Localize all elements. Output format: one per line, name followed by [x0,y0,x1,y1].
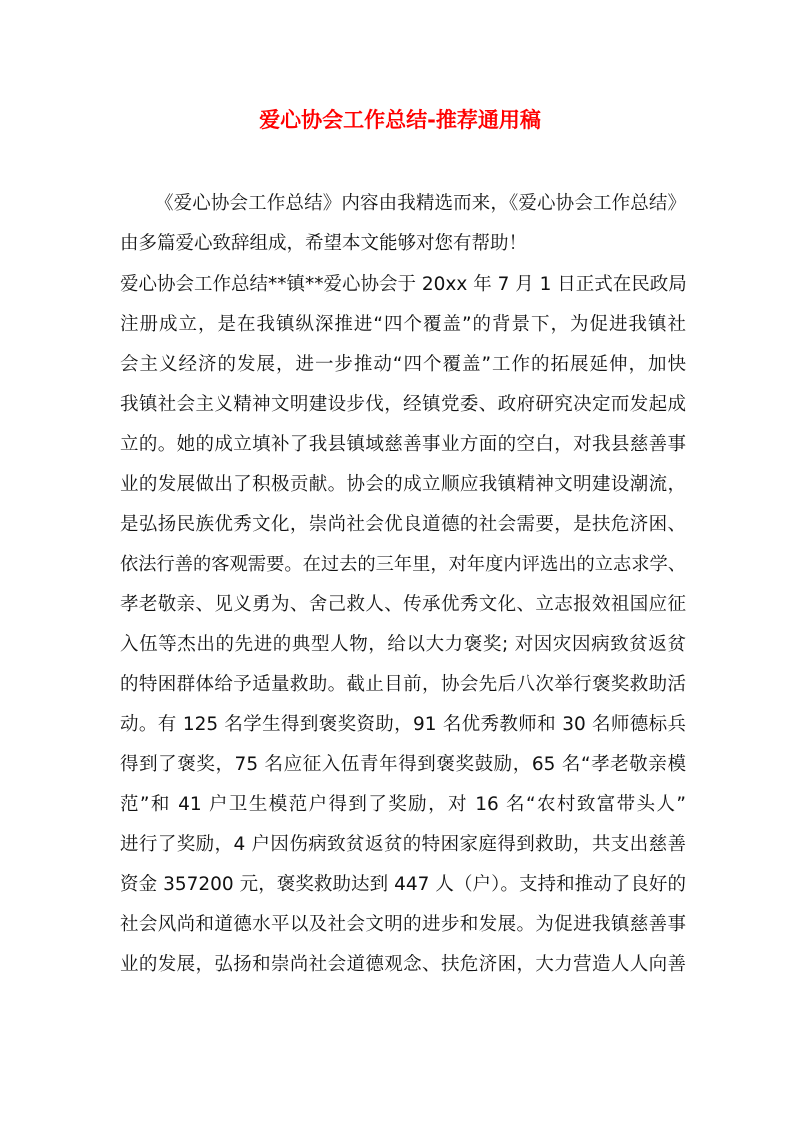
body-line: 孝老敬亲、见义勇为、舍己救人、传承优秀文化、立志报效祖国应征 [120,594,686,615]
body-line: 业的发展做出了积极贡献。协会的成立顺应我镇精神文明建设潮流， [120,474,686,495]
body-line: 立的。她的成立填补了我县镇域慈善事业方面的空白，对我县慈善事 [120,434,686,455]
body-line: 爱心协会工作总结**镇**爱心协会于 20xx 年 7 月 1 日正式在民政局 [120,274,687,295]
body-line: 进行了奖励，4 户因伤病致贫返贫的特困家庭得到救助，共支出慈善 [120,834,686,855]
document-title: 爱心协会工作总结-推荐通用稿 [259,108,541,132]
intro-line: 由多篇爱心致辞组成，希望本文能够对您有帮助！ [120,233,528,254]
body-line: 资金 357200 元，褒奖救助达到 447 人（户）。支持和推动了良好的 [120,874,686,895]
body-line: 我镇社会主义精神文明建设步伐，经镇党委、政府研究决定而发起成 [120,394,686,415]
body-line: 会主义经济的发展，进一步推动“四个覆盖”工作的拓展延伸，加快 [120,354,686,375]
body-line: 的特困群体给予适量救助。截止目前，协会先后八次举行褒奖救助活 [120,674,686,695]
body-line: 依法行善的客观需要。在过去的三年里，对年度内评选出的立志求学、 [120,554,686,575]
body-line: 社会风尚和道德水平以及社会文明的进步和发展。为促进我镇慈善事 [120,914,686,935]
body-line: 动。有 125 名学生得到褒奖资助，91 名优秀教师和 30 名师德标兵 [120,714,686,735]
body-line: 业的发展，弘扬和崇尚社会道德观念、扶危济困，大力营造人人向善 [120,954,686,975]
intro-line: 《爱心协会工作总结》内容由我精选而来，《爱心协会工作总结》 [155,193,686,214]
body-line: 注册成立，是在我镇纵深推进“四个覆盖”的背景下，为促进我镇社 [120,314,686,335]
body-line: 得到了褒奖，75 名应征入伍青年得到褒奖鼓励，65 名“孝老敬亲模 [120,754,686,775]
body-line: 入伍等杰出的先进的典型人物，给以大力褒奖; 对因灾因病致贫返贫 [120,634,686,655]
body-line: 是弘扬民族优秀文化，崇尚社会优良道德的社会需要，是扶危济困、 [120,514,686,535]
body-line: 范”和 41 户卫生模范户得到了奖励，对 16 名“农村致富带头人” [120,794,686,815]
